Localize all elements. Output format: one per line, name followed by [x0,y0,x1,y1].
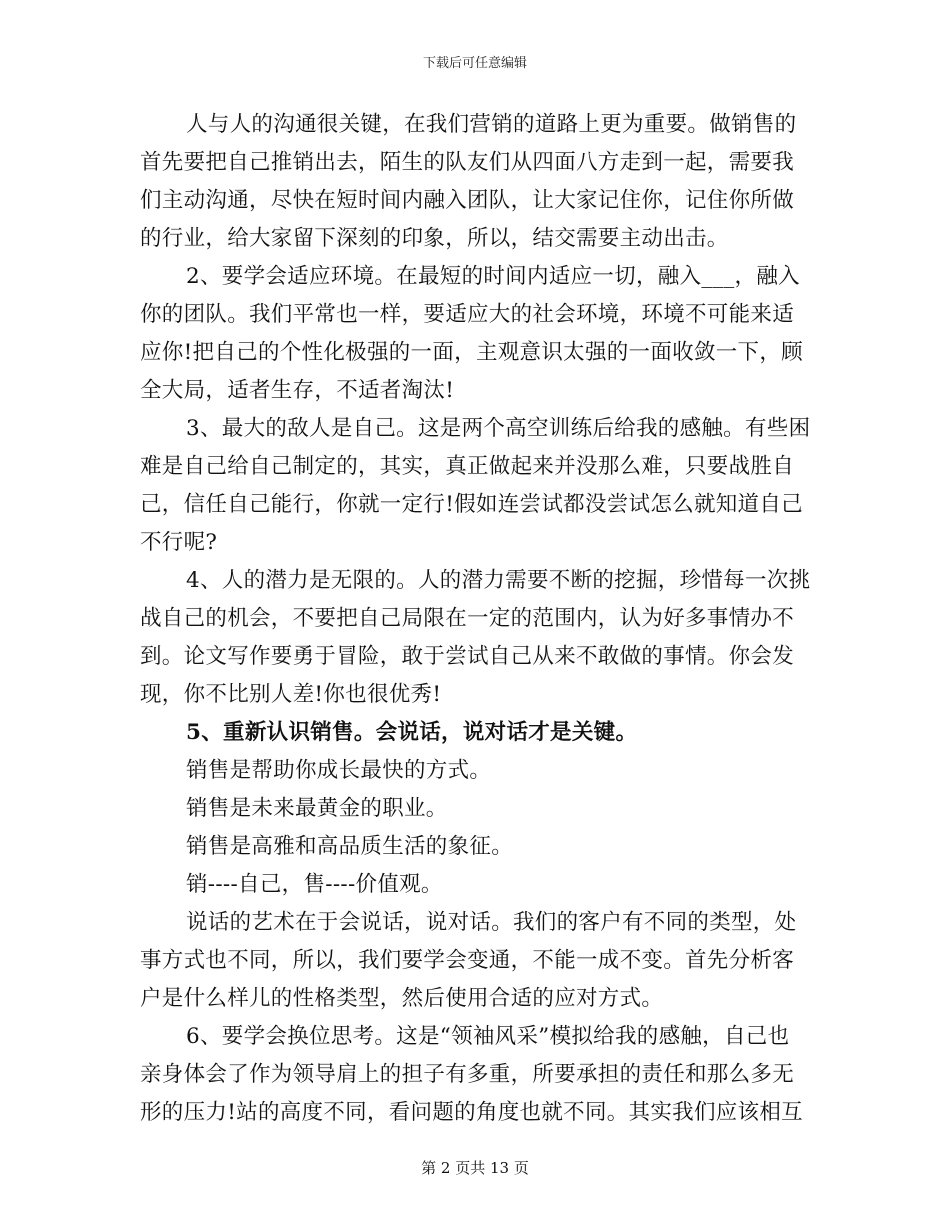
paragraph-line: 们主动沟通，尽快在短时间内融入团队，让大家记住你，记住你所做 [140,188,795,213]
paragraph-line: 销售是未来最黄金的职业。 [186,796,448,821]
paragraph-line: 人与人的沟通很关键，在我们营销的道路上更为重要。做销售的 [186,112,797,137]
document-body [140,106,812,1132]
paragraph-line: 难是自己给自己制定的，其实，真正做起来并没那么难，只要战胜自 [140,454,795,479]
page-header: 下载后可任意编辑 [422,56,527,71]
paragraph-line: 应你!把自己的个性化极强的一面，主观意识太强的一面收敛一下，顾 [140,340,803,365]
paragraph-line: 销----自己，售----价值观。 [186,872,443,897]
paragraph-line: 你的团队。我们平常也一样，要适应大的社会环境，环境不可能来适 [140,302,795,327]
paragraph-line: 3、最大的敌人是自己。这是两个高空训练后给我的感触。有些困 [186,416,811,441]
paragraph-line: 2、要学会适应环境。在最短的时间内适应一切，融入___，融入 [186,264,800,289]
page-footer: 第 2 页共 13 页 [421,1159,529,1177]
paragraph-line: 的行业，给大家留下深刻的印象，所以，结交需要主动出击。 [140,226,729,251]
paragraph-line: 到。论文写作要勇于冒险，敢于尝试自己从来不敢做的事情。你会发 [140,644,795,669]
paragraph-line: 己，信任自己能行，你就一定行!假如连尝试都没尝试怎么就知道自己 [140,492,803,517]
paragraph-line: 形的压力!站的高度不同，看问题的角度也就不同。其实我们应该相互 [140,1100,803,1125]
paragraph-line: 不行呢? [140,530,218,555]
paragraph-line: 亲身体会了作为领导肩上的担子有多重，所要承担的责任和那么多无 [140,1062,795,1087]
section-heading-line: 5、重新认识销售。会说话，说对话才是关键。 [186,720,638,745]
paragraph-line: 现，你不比别人差!你也很优秀! [140,682,442,707]
paragraph-line: 说话的艺术在于会说话，说对话。我们的客户有不同的类型，处 [186,910,797,935]
paragraph-line: 首先要把自己推销出去，陌生的队友们从四面八方走到一起，需要我 [140,150,795,175]
paragraph-line: 事方式也不同，所以，我们要学会变通，不能一成不变。首先分析客 [140,948,795,973]
paragraph-line: 4、人的潜力是无限的。人的潜力需要不断的挖掘，珍惜每一次挑 [186,568,811,593]
paragraph-line: 销售是高雅和高品质生活的象征。 [186,834,514,859]
paragraph-line: 6、要学会换位思考。这是“领袖风采”模拟给我的感触，自己也 [186,1024,790,1049]
paragraph-line: 战自己的机会，不要把自己局限在一定的范围内，认为好多事情办不 [140,606,795,631]
paragraph-line: 全大局，适者生存，不适者淘汰! [140,378,455,403]
paragraph-line: 户是什么样儿的性格类型，然后使用合适的应对方式。 [140,986,664,1011]
paragraph-line: 销售是帮助你成长最快的方式。 [186,758,492,783]
